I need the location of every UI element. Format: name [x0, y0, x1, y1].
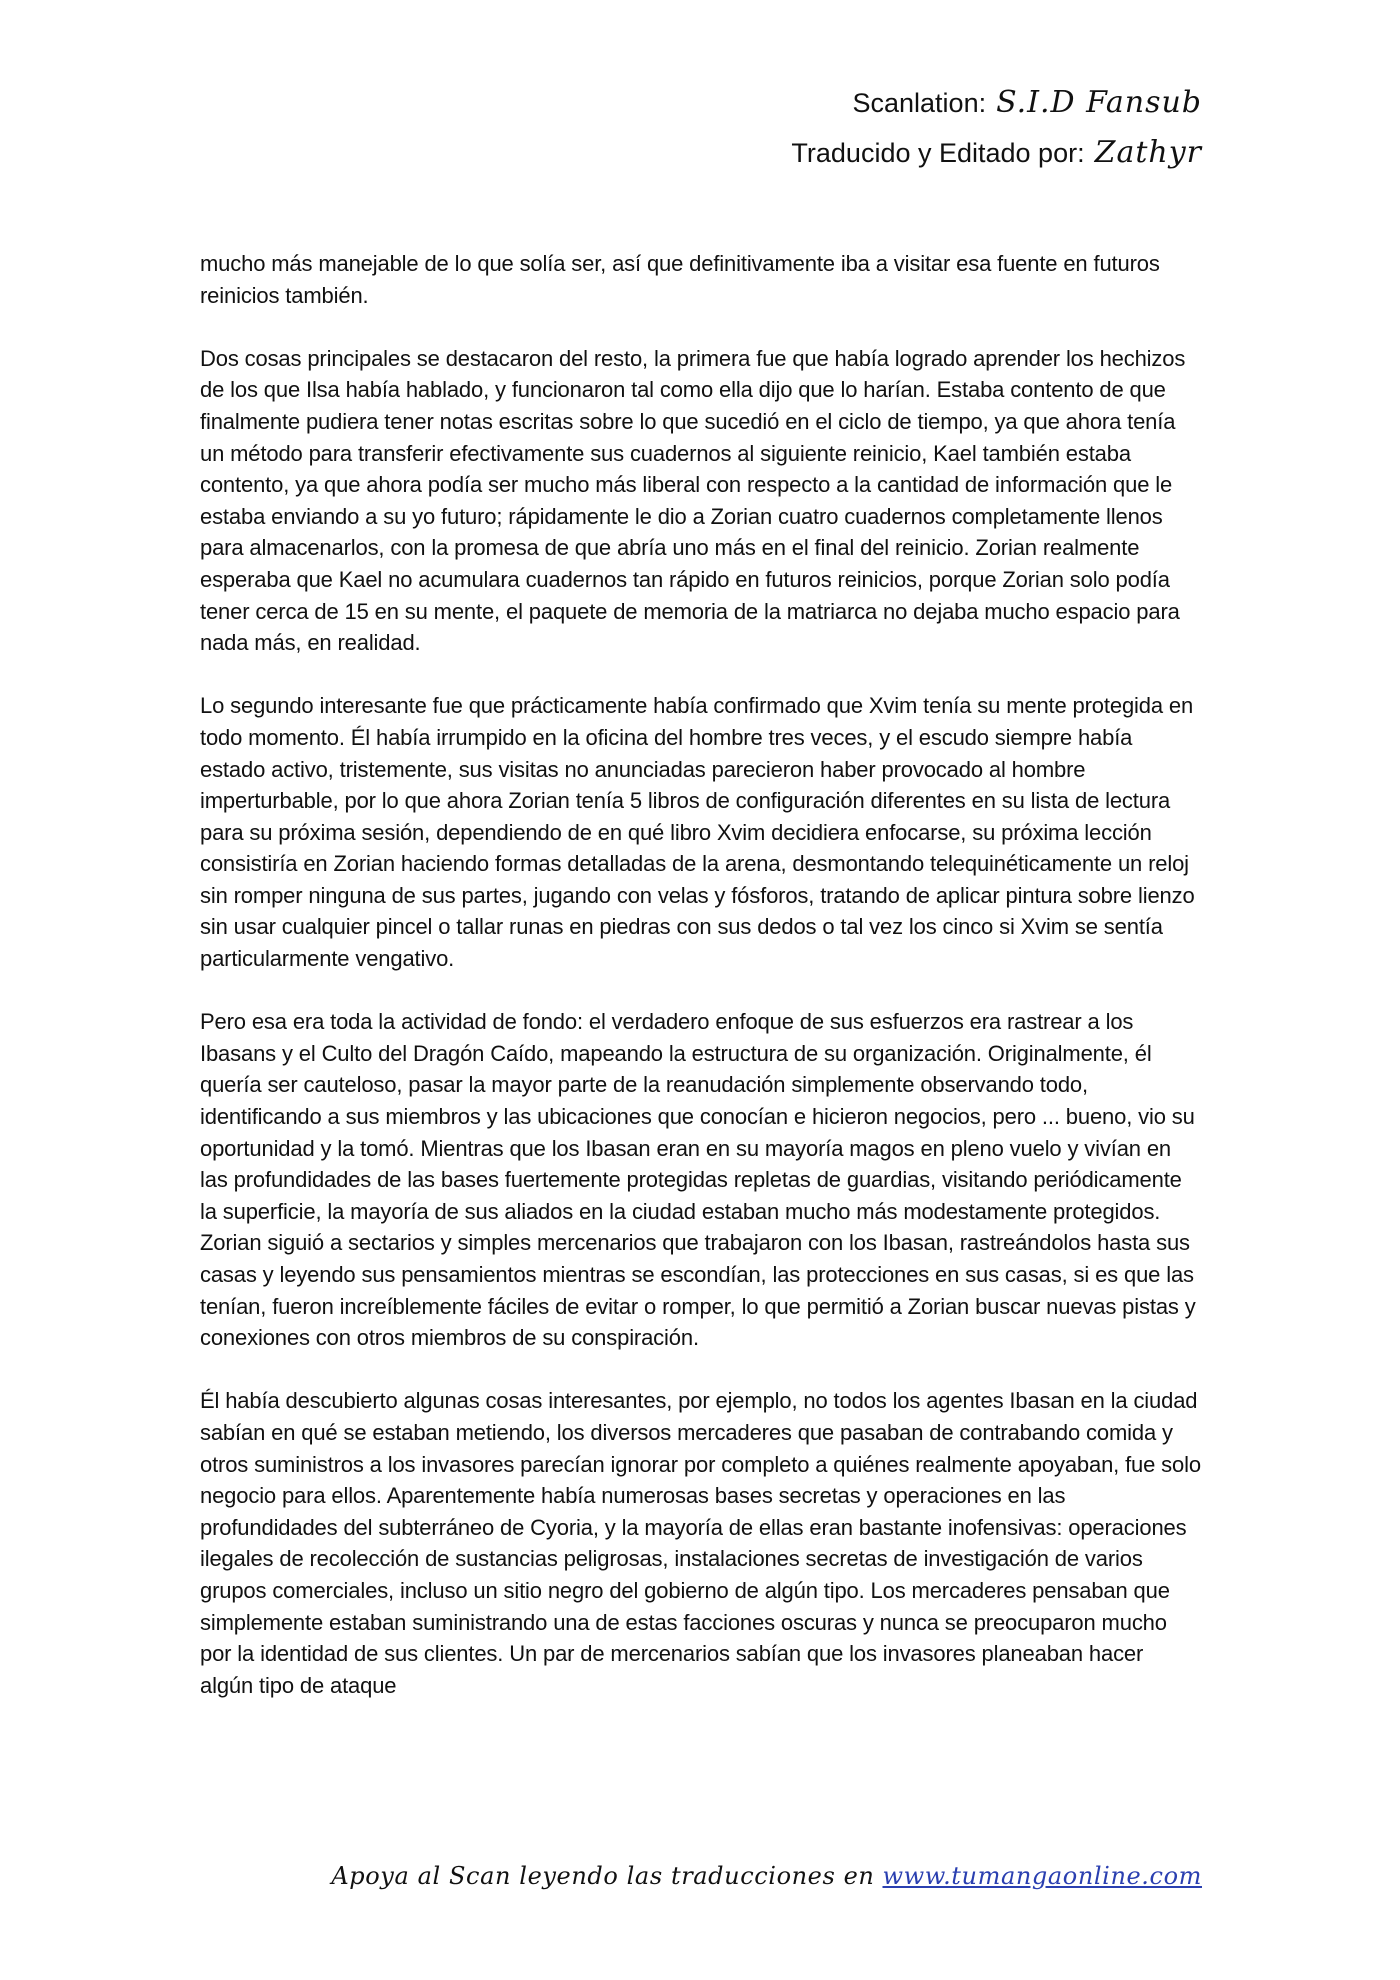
paragraph-1: mucho más manejable de lo que solía ser, así que definitivamente iba a visitar esa fuente en futuros reinicios también.	[200, 251, 1160, 308]
scanlation-group-name: S.I.D Fansub	[996, 85, 1202, 120]
paragraph-3: Lo segundo interesante fue que prácticamente había confirmado que Xvim tenía su mente protegida en todo momento. Él había irrumpido en la oficina del hombre tres veces, y el escudo siempre había estado activo, tristemente, sus visitas no anunciadas parecieron haber provocado al hombre imperturbable, por lo que ahora Zorian tenía 5 libros de configuración diferentes en su lista de lectura para su próxima sesión, dependiendo de en qué libro Xvim decidiera enfocarse, su próxima lección consistiría en Zorian haciendo formas detalladas de la arena, desmontando telequinéticamente un reloj sin romper ninguna de sus partes, jugando con velas y fósforos, tratando de aplicar pintura sobre lienzo sin usar cualquier pincel o tallar runas en piedras con sus dedos o tal vez los cinco si Xvim se sentía particularmente vengativo.	[200, 693, 1195, 972]
footer-website-link[interactable]: www.tumangaonline.com	[882, 1862, 1202, 1890]
scanlation-label: Scanlation:	[852, 88, 987, 118]
translator-credit	[791, 135, 1202, 188]
paragraph-5: Él había descubierto algunas cosas interesantes, por ejemplo, no todos los agentes Ibasan en la ciudad sabían en qué se estaban metiendo, los diversos mercaderes que pasaban de contrabando comida y otros suministros a los invasores parecían ignorar por completo a quiénes realmente apoyaban, fue solo negocio para ellos. Aparentemente había numerosas bases secretas y operaciones en las profundidades del subterráneo de Cyoria, y la mayoría de ellas eran bastante inofensivas: operaciones ilegales de recolección de sustancias peligrosas, instalaciones secretas de investigación de varios grupos comerciales, incluso un sitio negro del gobierno de algún tipo. Los mercaderes pensaban que simplemente estaban suministrando una de estas facciones oscuras y nunca se preocuparon mucho por la identidad de sus clientes. Un par de mercenarios sabían que los invasores planeaban hacer algún tipo de ataque	[200, 1388, 1201, 1698]
paragraph-4: Pero esa era toda la actividad de fondo: el verdadero enfoque de sus esfuerzos era rastrear a los Ibasans y el Culto del Dragón Caído, mapeando la estructura de su organización. Originalmente, él quería ser cauteloso, pasar la mayor parte de la reanudación simplemente observando todo, identificando a sus miembros y las ubicaciones que conocían e hicieron negocios, pero ... bueno, vio su oportunidad y la tomó. Mientras que los Ibasan eran en su mayoría magos en pleno vuelo y vivían en las profundidades de las bases fuertemente protegidas repletas de guardias, visitando periódicamente la superficie, la mayoría de sus aliados en la ciudad estaban mucho más modestamente protegidos. Zorian siguió a sectarios y simples mercenarios que trabajaron con los Ibasan, rastreándolos hasta sus casas y leyendo sus pensamientos mientras se escondían, las protecciones en sus casas, si es que las tenían, fueron increíblemente fáciles de evitar o romper, lo que permitió a Zorian buscar nuevas pistas y conexiones con otros miembros de su conspiración.	[200, 1009, 1196, 1351]
page-footer	[331, 1862, 1202, 1890]
footer-support-text: Apoya al Scan leyendo las traducciones en	[331, 1862, 875, 1890]
paragraph-2: Dos cosas principales se destacaron del resto, la primera fue que había logrado aprender los hechizos de los que Ilsa había hablado, y funcionaron tal como ella dijo que lo harían. Estaba contento de que finalmente pudiera tener notas escritas sobre lo que sucedió en el ciclo de tiempo, ya que ahora tenía un método para transferir efectivamente sus cuadernos al siguiente reinicio, Kael también estaba contento, ya que ahora podía ser mucho más liberal con respecto a la cantidad de información que le estaba enviando a su yo futuro; rápidamente le dio a Zorian cuatro cuadernos completamente llenos para almacenarlos, con la promesa de que abría uno más en el final del reinicio. Zorian realmente esperaba que Kael no acumulara cuadernos tan rápido en futuros reinicios, porque Zorian solo podía tener cerca de 15 en su mente, el paquete de memoria de la matriarca no dejaba mucho espacio para nada más, en realidad.	[200, 345, 1186, 656]
translator-label: Traducido y Editado por:	[791, 138, 1085, 168]
translator-name: Zathyr	[1094, 135, 1202, 170]
page-header	[791, 85, 1202, 188]
document-body	[200, 248, 1202, 1733]
scanlation-credit	[791, 85, 1202, 138]
